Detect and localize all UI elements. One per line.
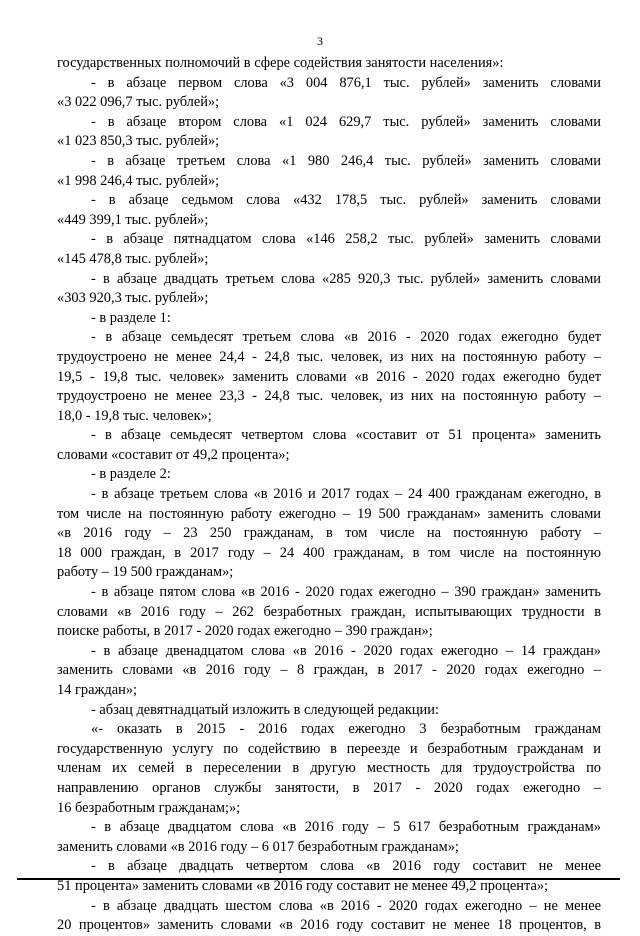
text-line: - в абзаце третьем слова «1 980 246,4 тыс. рублей» заменить словами (91, 152, 601, 169)
text-line: заменить словами «в 2016 году – 6 017 безработным гражданам»; (57, 838, 459, 855)
text-line: 18,0 - 19,8 тыс. человек»; (57, 407, 212, 424)
text-line: - в абзаце пятом слова «в 2016 - 2020 годах ежегодно – 390 граждан» заменить (91, 584, 601, 601)
text-line: - в абзаце первом слова «3 004 876,1 тыс. рублей» заменить словами (91, 74, 601, 91)
text-line: «- оказать в 2015 - 2016 годах ежегодно 3 безработным гражданам (91, 721, 601, 738)
text-line: - в абзаце пятнадцатом слова «146 258,2 тыс. рублей» заменить словами (91, 231, 601, 248)
text-line: - абзац девятнадцатый изложить в следующей редакции: (91, 701, 439, 718)
text-line: - в абзаце третьем слова «в 2016 и 2017 годах – 24 400 гражданам ежегодно, в (91, 486, 601, 503)
text-line: - в разделе 1: (91, 309, 171, 326)
document-body (57, 54, 601, 936)
text-line: трудоустроено не менее 23,3 - 24,8 тыс. человек, из них на постоянную работу – (57, 388, 601, 405)
text-line: - в абзаце двадцать шестом слова «в 2016 - 2020 годах ежегодно – не менее (91, 897, 601, 914)
text-line: государственную услугу по содействию в переезде и безработным гражданам и (57, 740, 601, 757)
text-line: членам их семей в переселении в другую местность для трудоустройства по (57, 760, 601, 777)
text-line: заменить словами «в 2016 году – 8 граждан, в 2017 - 2020 годах ежегодно – (57, 662, 601, 679)
text-line: 16 безработным гражданам;»; (57, 799, 241, 816)
text-line: поиске работы, в 2017 - 2020 годах ежегодно – 390 граждан»; (57, 623, 433, 640)
text-line: «в 2016 году – 23 250 гражданам, в том числе на постоянную работу – (57, 525, 601, 542)
text-line: «1 998 246,4 тыс. рублей»; (57, 172, 220, 189)
text-line: 19,5 - 19,8 тыс. человек» заменить словами «в 2016 - 2020 годах ежегодно будет (57, 368, 601, 385)
text-line: «145 478,8 тыс. рублей»; (57, 250, 209, 267)
text-line: «303 920,3 тыс. рублей»; (57, 290, 209, 307)
text-line: - в абзаце седьмом слова «432 178,5 тыс. рублей» заменить словами (91, 192, 601, 209)
text-line: «1 023 850,3 тыс. рублей»; (57, 133, 220, 150)
text-line: - в абзаце двадцать четвертом слова «в 2016 году составит не менее (91, 858, 601, 875)
text-line: работу – 19 500 гражданам»; (57, 564, 234, 581)
text-line: 51 процента» заменить словами «в 2016 году составит не менее 49,2 процента»; (57, 877, 549, 894)
text-line: - в абзаце двенадцатом слова «в 2016 - 2020 годах ежегодно – 14 граждан» (91, 642, 601, 659)
text-line: 18 000 граждан, в 2017 году – 24 400 гражданам, в том числе на постоянную (57, 544, 601, 561)
text-line: 20 процентов» заменить словами «в 2016 году составит не менее 18 процентов, в (57, 917, 601, 934)
text-line: 14 граждан»; (57, 682, 138, 698)
text-line: - в абзаце двадцать третьем слова «285 920,3 тыс. рублей» заменить словами (91, 270, 601, 287)
text-line: словами «в 2016 году – 262 безработных граждан, испытывающих трудности в (57, 603, 601, 620)
text-line: словами «составит от 49,2 процента»; (57, 446, 290, 463)
text-line: - в разделе 2: (91, 466, 171, 483)
page-number: 3 (317, 34, 323, 48)
text-line: направлению органов службы занятости, в 2017 - 2020 годах ежегодно – (57, 779, 601, 796)
text-line: - в абзаце семьдесят четвертом слова «составит от 51 процента» заменить (91, 427, 601, 444)
text-line: трудоустроено не менее 24,4 - 24,8 тыс. человек, из них на постоянную работу – (57, 348, 601, 365)
text-line: - в абзаце двадцатом слова «в 2016 году – 5 617 безработным гражданам» (91, 819, 601, 836)
text-line: - в абзаце семьдесят третьем слова «в 2016 - 2020 годах ежегодно будет (91, 329, 601, 346)
text-line: «449 399,1 тыс. рублей»; (57, 211, 209, 228)
text-line: государственных полномочий в сфере содействия занятости населения»: (57, 55, 504, 71)
text-line: «3 022 096,7 тыс. рублей»; (57, 94, 220, 111)
bottom-rule (17, 878, 620, 880)
text-line: - в абзаце втором слова «1 024 629,7 тыс. рублей» заменить словами (91, 113, 601, 130)
text-line: том числе на постоянную работу ежегодно – 19 500 гражданам» заменить словами (57, 505, 601, 522)
